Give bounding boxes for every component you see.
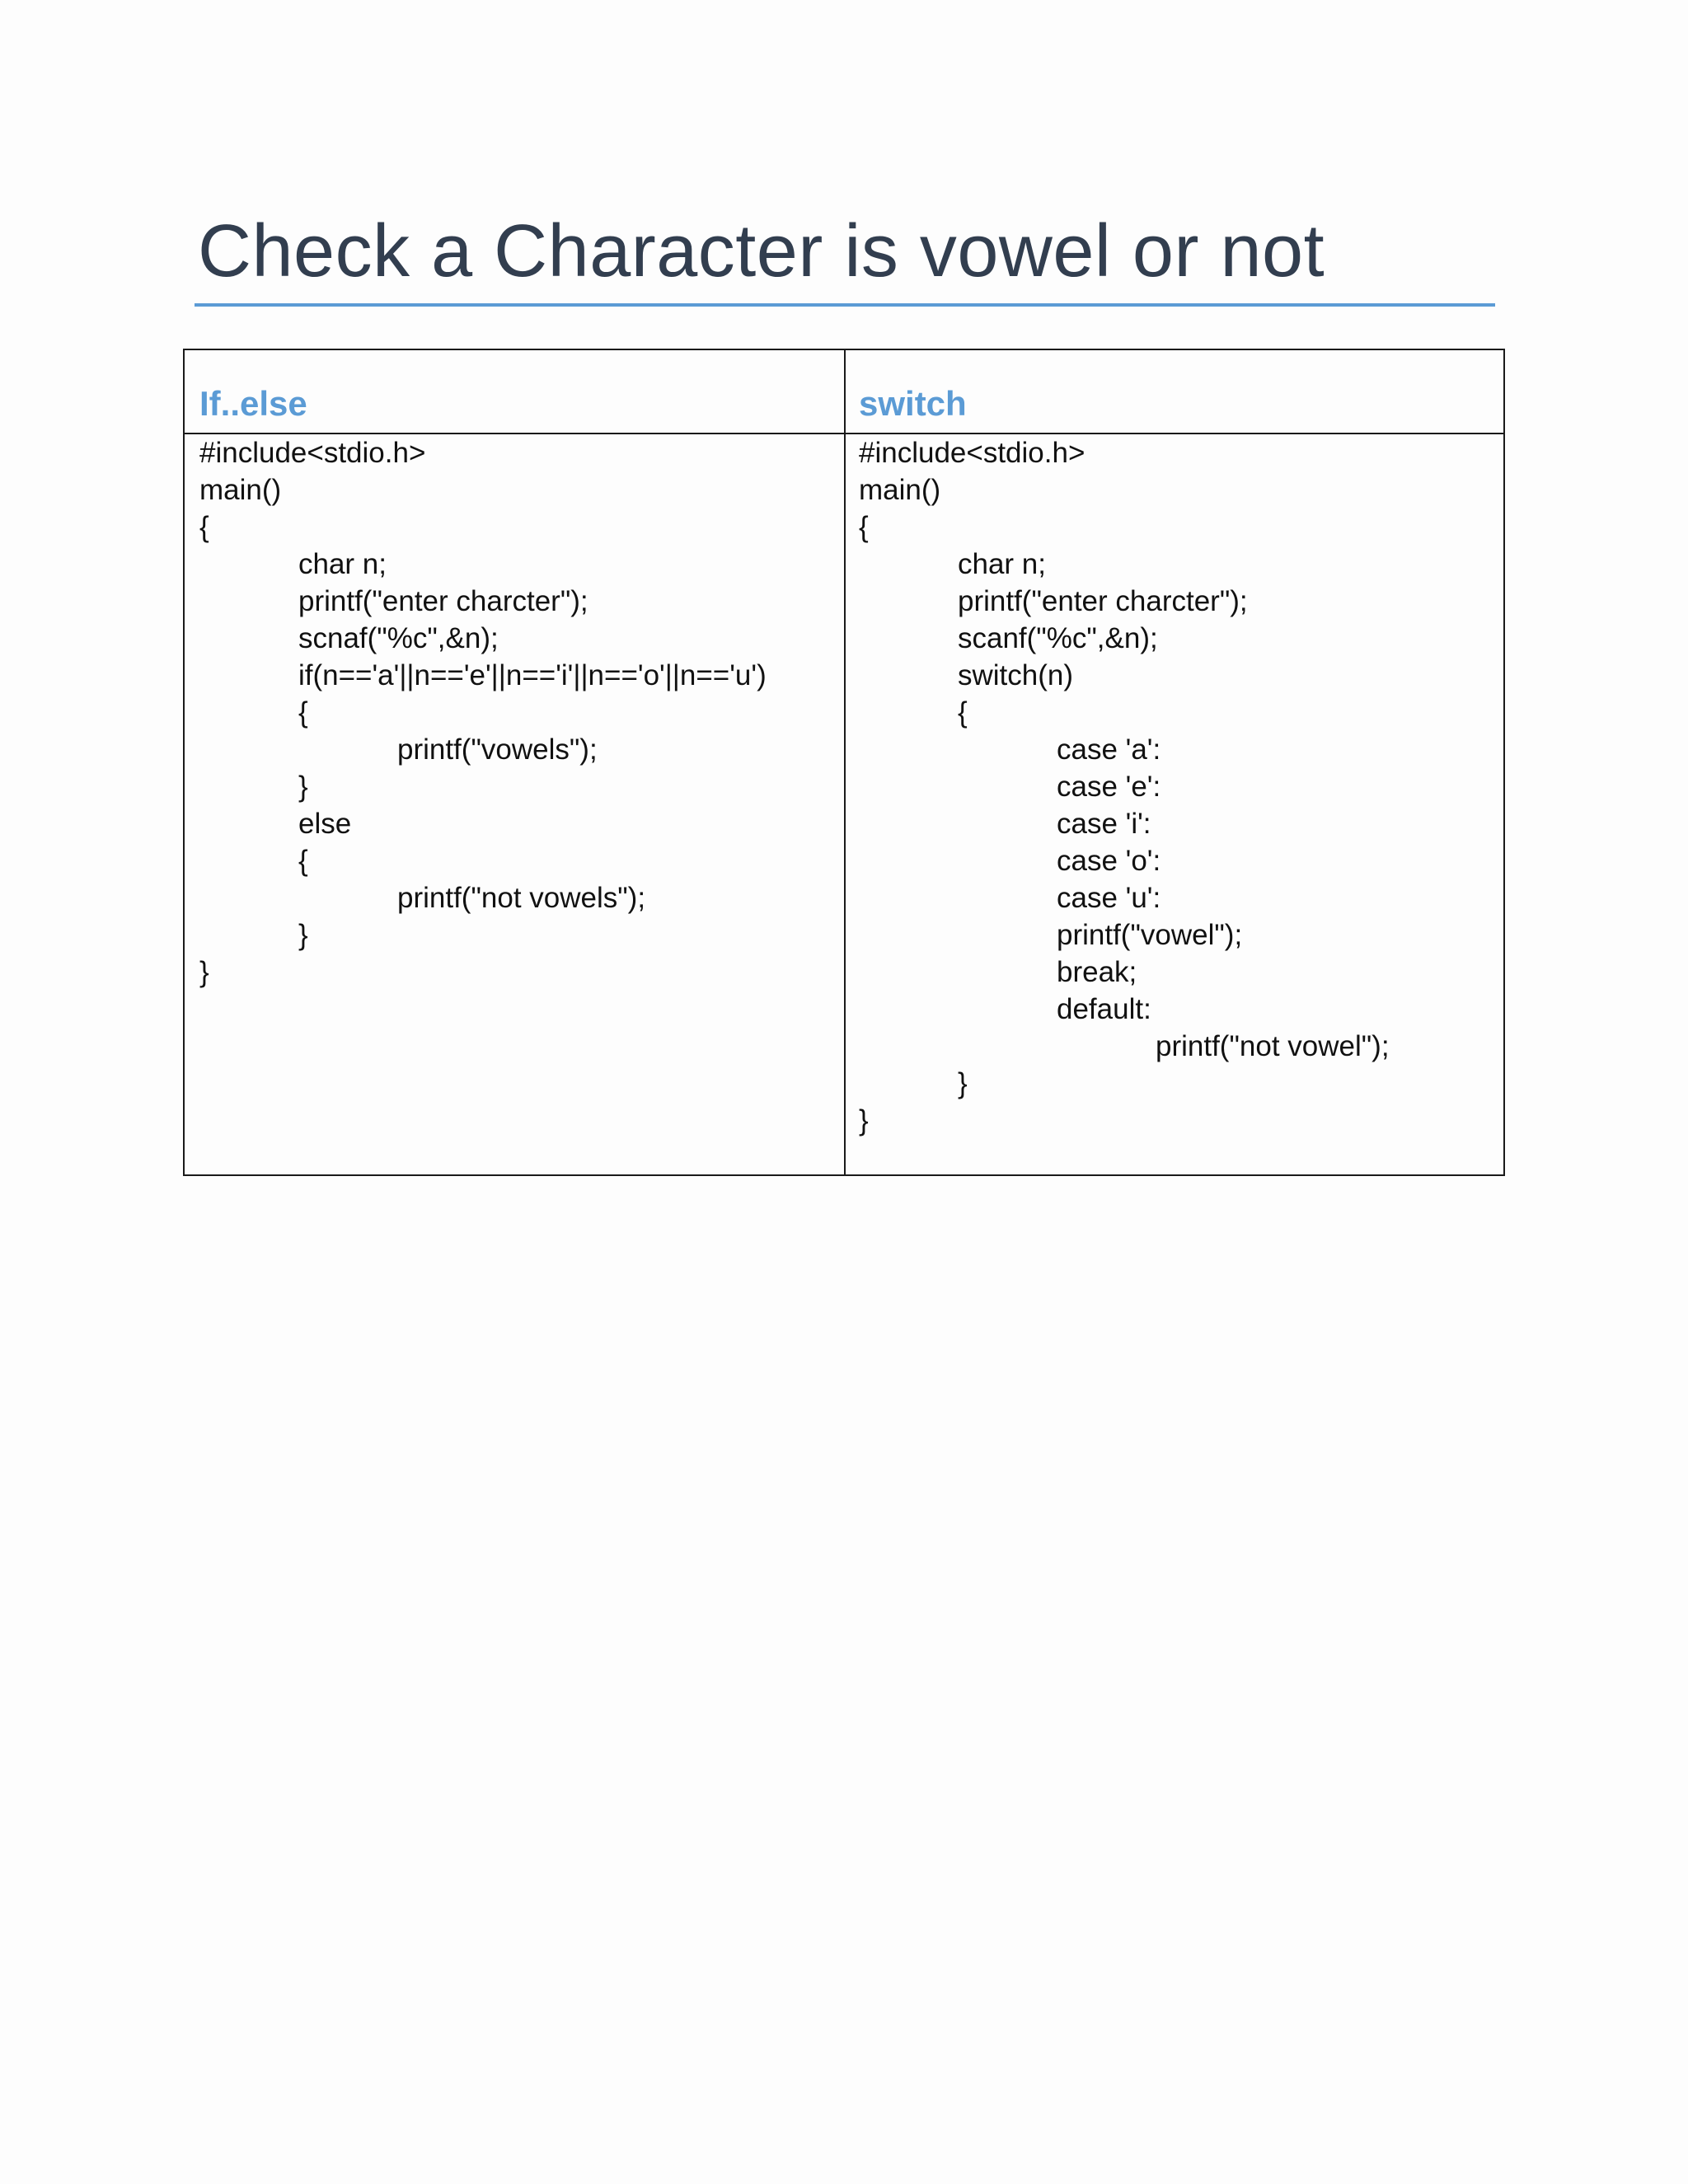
code-line: { [298,696,308,729]
code-line: printf("not vowels"); [397,882,646,914]
code-line: { [199,511,209,543]
code-line: printf("vowel"); [1057,919,1243,951]
code-line: case 'a': [1057,733,1161,766]
code-line: } [958,1067,968,1099]
code-line: switch(n) [958,659,1074,691]
code-line: } [859,1104,869,1137]
code-line: printf("vowels"); [397,733,598,766]
code-line: #include<stdio.h> [859,437,1085,469]
code-block-switch [859,434,1493,1139]
code-line: else [298,808,352,840]
code-block-if-else [199,434,834,991]
column-heading-if-else: If..else [199,384,307,423]
code-line: char n; [298,548,387,580]
comparison-table [183,349,1505,1176]
code-line: scnaf("%c",&n); [298,622,499,654]
title-underline [195,303,1495,307]
code-line: case 'o': [1057,845,1161,877]
column-heading-switch: switch [859,384,967,423]
code-line: case 'i': [1057,808,1151,840]
code-line: printf("enter charcter"); [958,585,1248,617]
code-line: case 'u': [1057,882,1161,914]
code-line: main() [199,474,282,506]
code-line: scanf("%c",&n); [958,622,1158,654]
code-line: } [199,956,209,988]
code-line: case 'e': [1057,771,1161,803]
code-line: printf("not vowel"); [1156,1030,1390,1062]
code-line: break; [1057,956,1137,988]
code-line: default: [1057,993,1151,1025]
code-line: { [298,845,308,877]
column-divider [844,350,846,1174]
code-line: char n; [958,548,1046,580]
code-line: } [298,919,308,951]
code-line: } [298,771,308,803]
code-line: { [859,511,869,543]
code-line: if(n=='a'||n=='e'||n=='i'||n=='o'||n=='u') [298,659,767,691]
code-line: main() [859,474,941,506]
code-line: { [958,696,968,729]
code-line: printf("enter charcter"); [298,585,588,617]
code-line: #include<stdio.h> [199,437,426,469]
page-title: Check a Character is vowel or not [198,210,1325,293]
